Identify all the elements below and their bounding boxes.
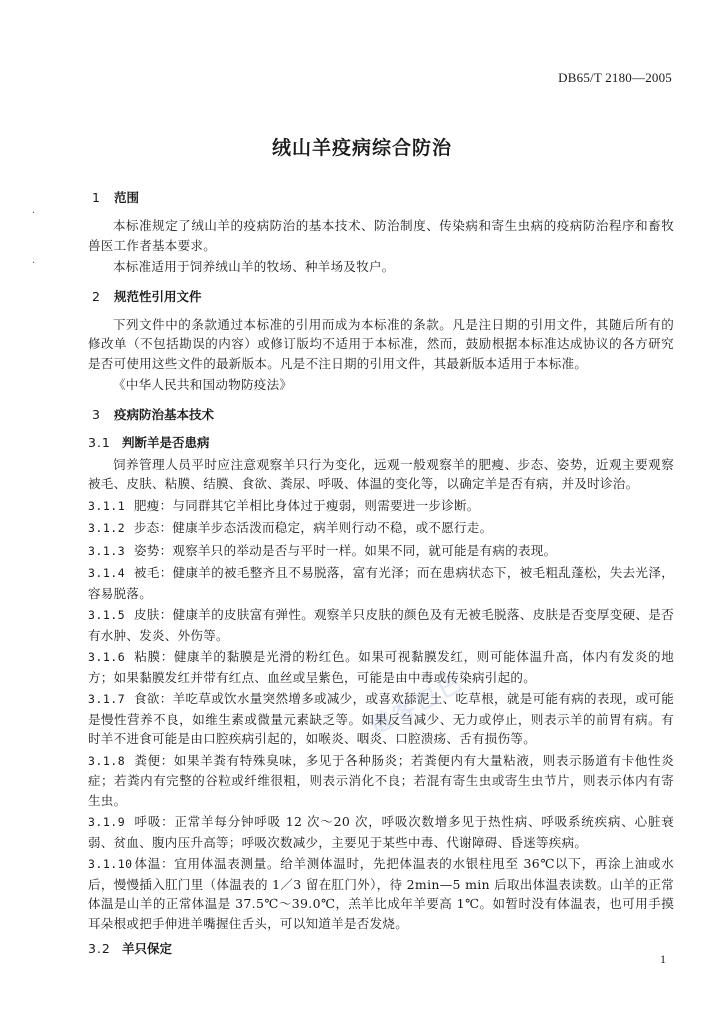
clause: 3.1.6 粘膜：健康羊的黏膜是光滑的粉红色。如果可视黏膜发红，则可能体温升高，体内有发炎的地方；如果黏膜发红并带有红点、血丝或呈紫色，可能是由中毒或传染病引起的。 (88, 649, 674, 685)
page-title: 绒山羊疫病综合防治 (271, 137, 452, 159)
paragraph: 《中华人民共和国动物防疫法》 (113, 377, 293, 392)
clause: 3.1.10体温：宜用体温表测量。给羊测体温时，先把体温表的水银柱甩至 36℃以下，再涂上油或水后，慢慢插入肛门里（体温表的 1／3 留在肛门外），待 2min—5 min 后取出体温表读数。山羊的正常体温是山羊的正常体温是 37.5℃～39.0℃，羔羊比成年羊要高 1℃。如暂时没有体温表，也可用手摸耳朵根或把手伸进羊嘴握住舌头，可以知道羊是否发烧。 (88, 856, 674, 931)
clause: 3.1.4 被毛：健康羊的被毛整齐且不易脱落，富有光泽；而在患病状态下，被毛粗乱蓬松，失去光泽，容易脱落。 (88, 565, 674, 601)
page-number: 1 (660, 952, 666, 966)
section-heading-2: 2 规范性引用文件 (92, 288, 202, 304)
section-heading-1: 1 范围 (92, 190, 140, 205)
margin-mark: · (32, 258, 36, 269)
clause: 3.1.7 食欲：羊吃草或饮水量突然增多或减少，或喜欢舔泥土、吃草根，就是可能有病的表现，或可能是慢性营养不良，如维生素或微量元素缺乏等。如果反刍减少、无力或停止，则表示羊的前胃有病。有时羊不进食可能是由口腔疾病引起的，如喉炎、咽炎、口腔溃疡、舌有损伤等。 (88, 691, 674, 746)
margin-mark: · (32, 208, 36, 219)
clause: 3.1.1 肥瘦：与同群其它羊相比身体过于瘦弱，则需要进一步诊断。 (88, 497, 480, 513)
paragraph: 饲养管理人员平时应注意观察羊只行为变化，远观一般观察羊的肥瘦、步态、姿势，近观主要观察被毛、皮肤、粘膜、结膜、食欲、粪尿、呼吸、体温的变化等，以确定羊是否有病，并及时诊治。 (88, 456, 674, 491)
clause: 3.1.2 步态：健康羊步态活泼而稳定，病羊则行动不稳，或不愿行走。 (88, 520, 493, 535)
subsection-heading-3-1: 3.1 判断羊是否患病 (88, 434, 210, 450)
clause: 3.1.3 姿势：观察羊只的举动是否与平时一样。如果不同，就可能是有病的表现。 (88, 542, 557, 558)
document-code: DB65/T 2180—2005 (558, 70, 672, 85)
paragraph: 本标准适用于饲养绒山羊的牧场、种羊场及牧户。 (113, 259, 395, 274)
subsection-heading-3-2: 3.2 羊只保定 (88, 941, 173, 956)
document-body (88, 188, 674, 961)
clause: 3.1.5 皮肤：健康羊的皮肤富有弹性。观察羊只皮肤的颜色及有无被毛脱落、皮肤是否变厚变硬、是否有水肿、发炎、外伤等。 (88, 607, 674, 643)
paragraph: 本标准规定了绒山羊的疫病防治的基本技术、防治制度、传染病和寄生虫病的疫病防治程序和畜牧兽医工作者基本要求。 (88, 218, 674, 253)
section-heading-3: 3 疫病防治基本技术 (92, 406, 215, 422)
paragraph: 下列文件中的条款通过本标准的引用而成为本标准的条款。凡是注日期的引用文件，其随后所有的修改单（不包括勘误的内容）或修订版均不适用于本标准，然而，鼓励根据本标准达成协议的各方研究是否可使用这些文件的最新版本。凡是不注日期的引用文件，其最新版本适用于本标准。 (88, 316, 674, 371)
clause: 3.1.9 呼吸：正常羊每分钟呼吸 12 次～20 次，呼吸次数增多见于热性病、呼吸系统疾病、心脏衰弱、贫血、腹内压升高等；呼吸次数减少，主要见于某些中毒、代谢障碍、昏迷等疾病。 (88, 814, 674, 850)
watermark: 道客巴巴 (365, 669, 470, 741)
clause: 3.1.8 粪便：如果羊粪有特殊臭味，多见于各种肠炎；若粪便内有大量粘液，则表示肠道有卡他性炎症；若粪内有完整的谷粒或纤维很粗，则表示消化不良；若混有寄生虫或寄生虫节片，则表示体内有寄生虫。 (88, 752, 674, 808)
